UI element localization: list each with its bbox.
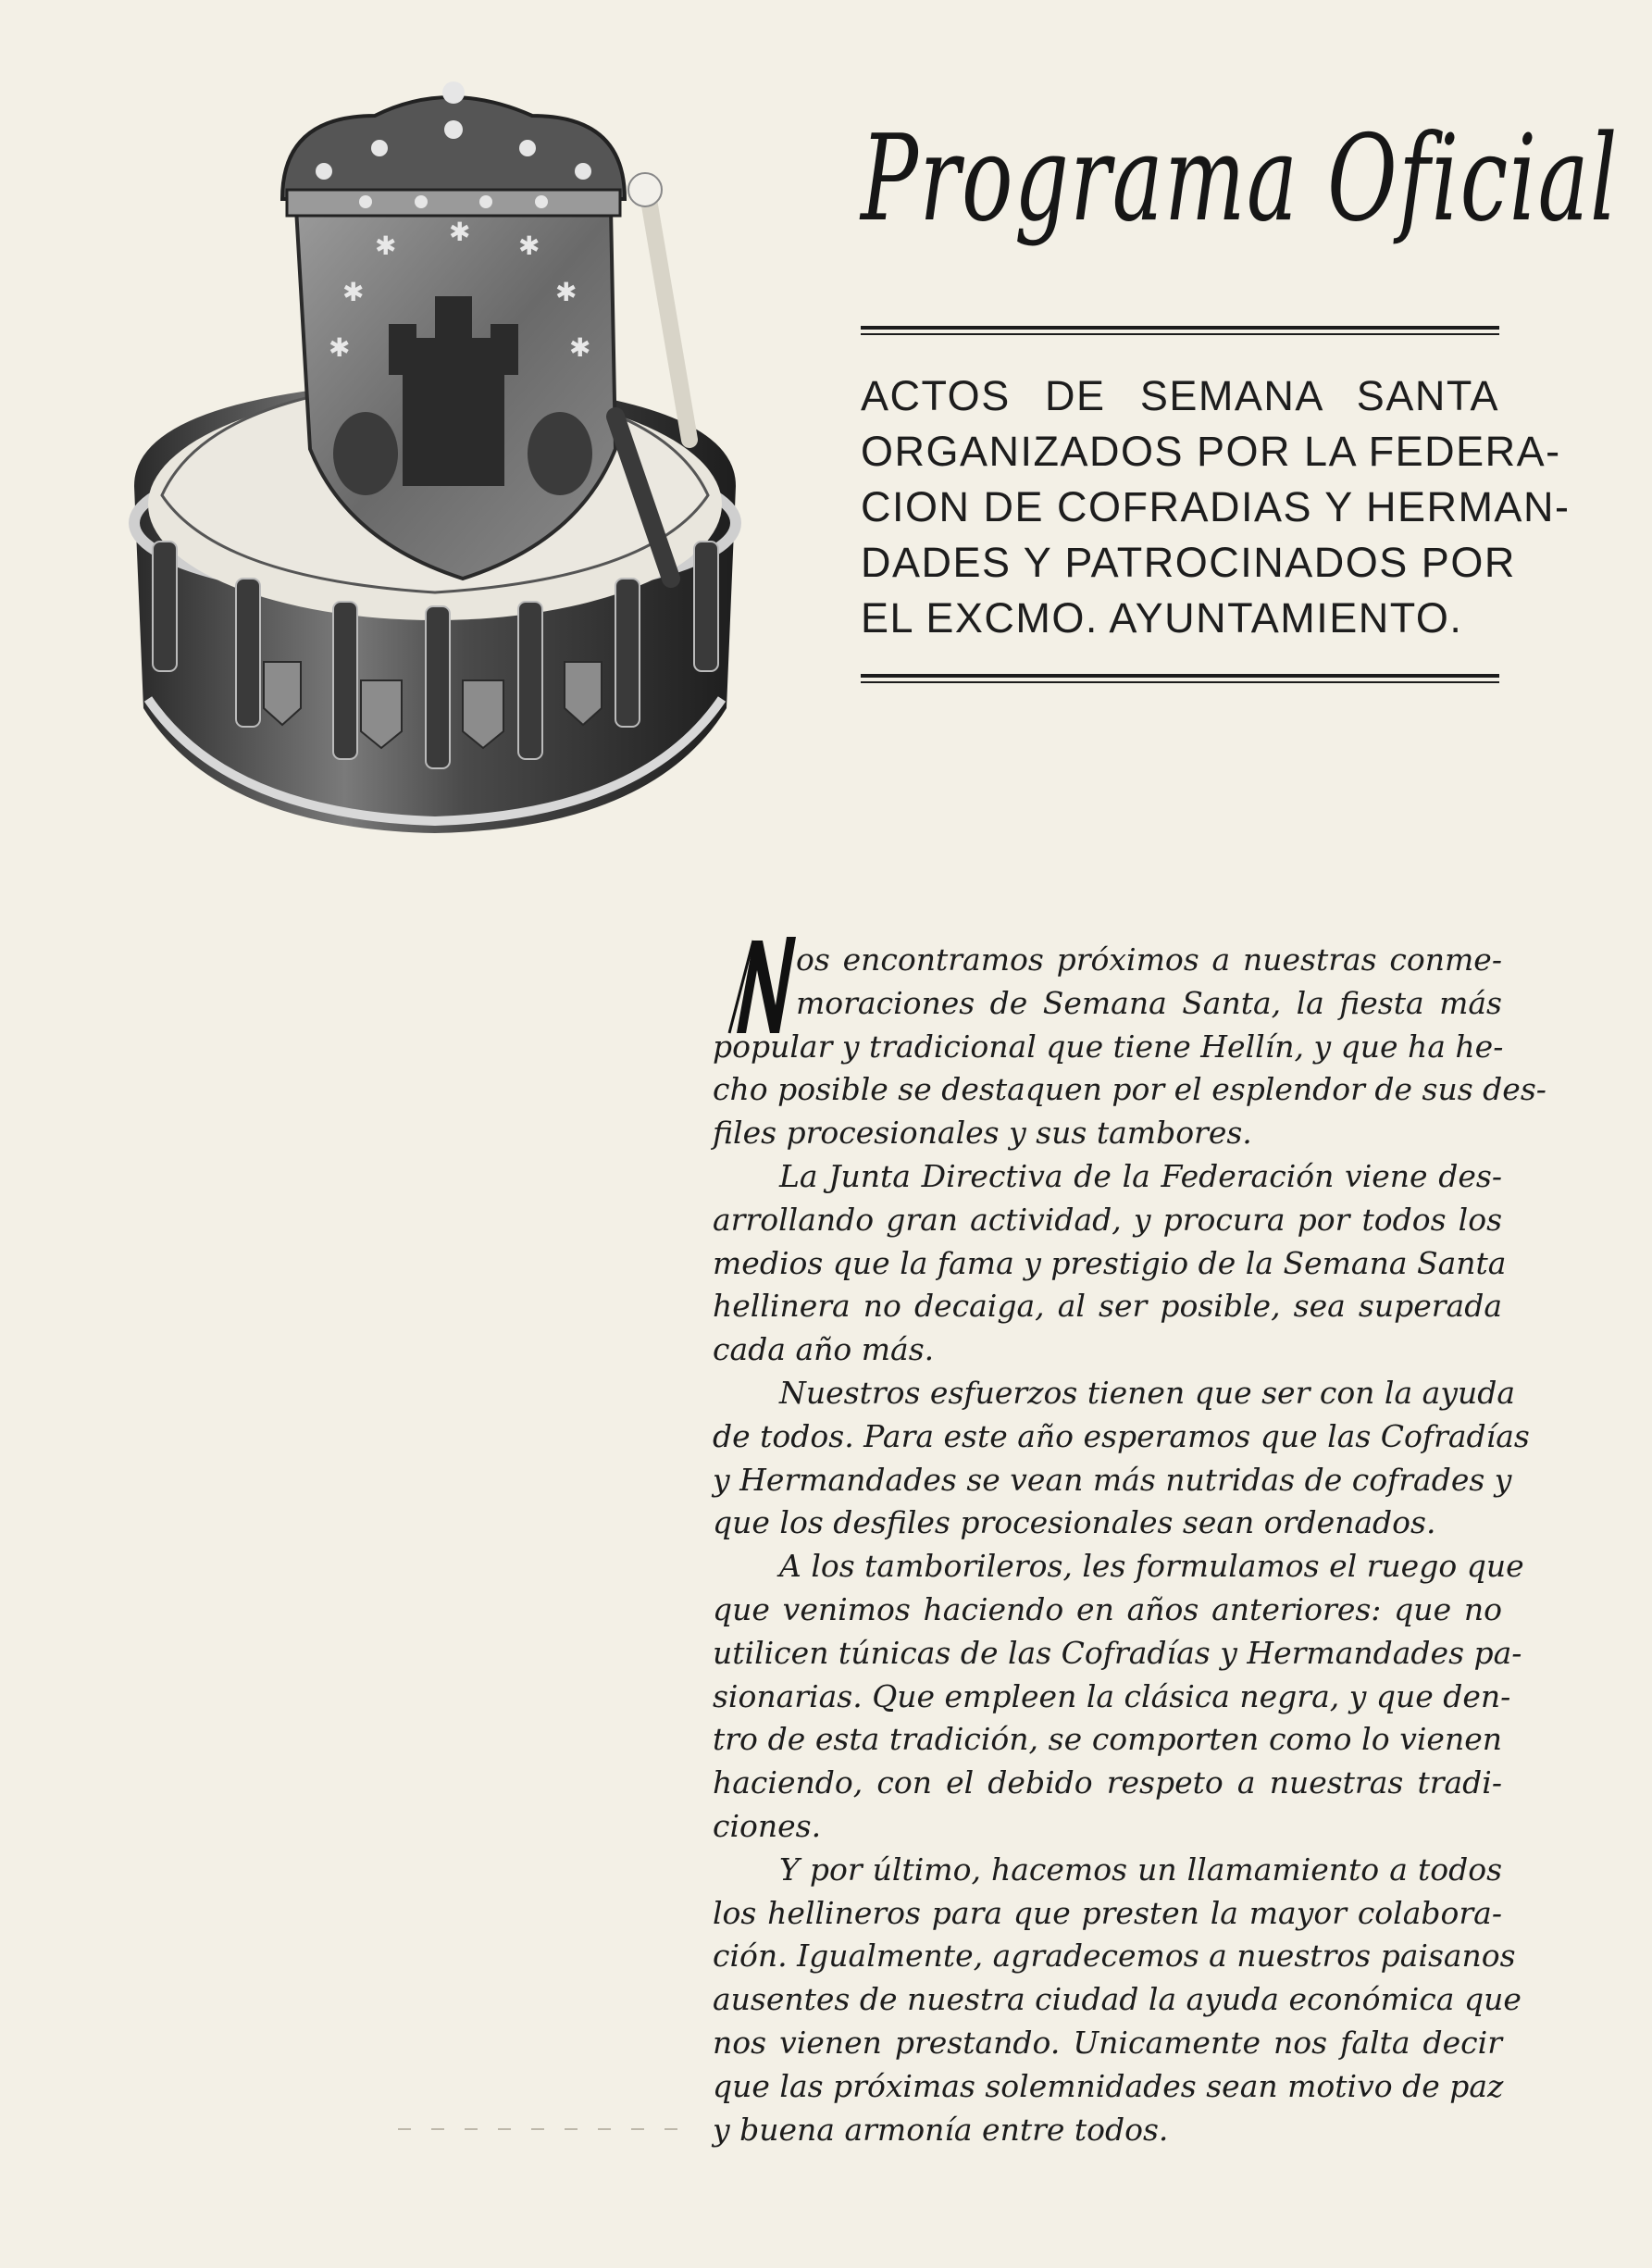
text-line: ciones. <box>713 1807 822 1844</box>
text-line: moraciones de Semana Santa, la fiesta más <box>796 984 1502 1021</box>
acts-line: EL EXCMO. AYUNTAMIENTO. <box>861 594 1463 642</box>
text-line: cho posible se destaquen por el esplendor de sus des- <box>713 1071 1546 1108</box>
title-divider <box>861 326 1499 335</box>
svg-text:✱: ✱ <box>449 217 471 247</box>
acts-line: ORGANIZADOS POR LA FEDERA- <box>861 428 1561 475</box>
text-line: popular y tradicional que tiene Hellín, y que ha he- <box>713 1028 1504 1065</box>
svg-text:✱: ✱ <box>329 332 351 363</box>
text-line: hellinera no decaiga, al ser posible, sea superada <box>713 1288 1502 1325</box>
svg-text:✱: ✱ <box>569 332 591 363</box>
text-line: sionarias. Que empleen la clásica negra, y que den- <box>713 1677 1511 1714</box>
text-line: files procesionales y sus tambores. <box>713 1115 1252 1152</box>
text-line: utilicen túnicas de las Cofradías y Hermandades pa- <box>713 1634 1522 1671</box>
text-line: de todos. Para este año esperamos que las Cofradías <box>713 1417 1530 1454</box>
text-line: medios que la fama y prestigio de la Semana Santa <box>713 1244 1507 1281</box>
text-line: nos vienen prestando. Unicamente nos falta decir <box>713 2024 1502 2061</box>
text-line: Nuestros esfuerzos tienen que ser con la ayuda <box>779 1374 1516 1411</box>
svg-text:✱: ✱ <box>518 231 540 261</box>
text-line: ción. Igualmente, agradecemos a nuestros paisanos <box>713 1938 1516 1975</box>
text-line: ausentes de nuestra ciudad la ayuda económica que <box>713 1981 1522 2018</box>
text-line: cada año más. <box>713 1331 935 1368</box>
acts-divider <box>861 674 1499 683</box>
body-text <box>713 939 1546 2151</box>
text-line: haciendo, con el debido respeto a nuestras tradi- <box>713 1764 1502 1801</box>
text-line: Y por último, hacemos un llamamiento a todos <box>779 1851 1502 1888</box>
svg-text:✱: ✱ <box>342 277 365 307</box>
acts-line: ACTOS DE SEMANA SANTA <box>861 372 1499 419</box>
text-line: y Hermandades se vean más nutridas de cofrades y <box>713 1461 1512 1498</box>
text-line: que las próximas solemnidades sean motivo de paz <box>713 2067 1504 2104</box>
text-line: os encontramos próximos a nuestras conme- <box>796 941 1502 978</box>
acts-description <box>861 368 1571 646</box>
text-line: tro de esta tradición, se comporten como lo vienen <box>713 1721 1502 1758</box>
text-line: que venimos haciendo en años anteriores: que no <box>713 1590 1502 1627</box>
text-line: y buena armonía entre todos. <box>713 2111 1169 2148</box>
acts-line: CION DE COFRADIAS Y HERMAN- <box>861 483 1571 530</box>
svg-text:✱: ✱ <box>375 231 397 261</box>
acts-line: DADES Y PATROCINADOS POR <box>861 539 1516 586</box>
faint-dotted-rule <box>398 2127 685 2131</box>
text-line: arrollando gran actividad, y procura por todos los <box>713 1201 1502 1238</box>
drum-coat-of-arms-illustration <box>97 60 773 866</box>
text-line: A los tamborileros, les formulamos el ruego que <box>779 1548 1524 1585</box>
text-line: que los desfiles procesionales sean ordenados. <box>713 1504 1436 1541</box>
text-line: los hellineros para que presten la mayor colabora- <box>713 1894 1502 1931</box>
page-title: Programa Oficial <box>861 110 1619 248</box>
svg-text:✱: ✱ <box>555 277 578 307</box>
text-line: La Junta Directiva de la Federación viene des- <box>779 1157 1502 1194</box>
